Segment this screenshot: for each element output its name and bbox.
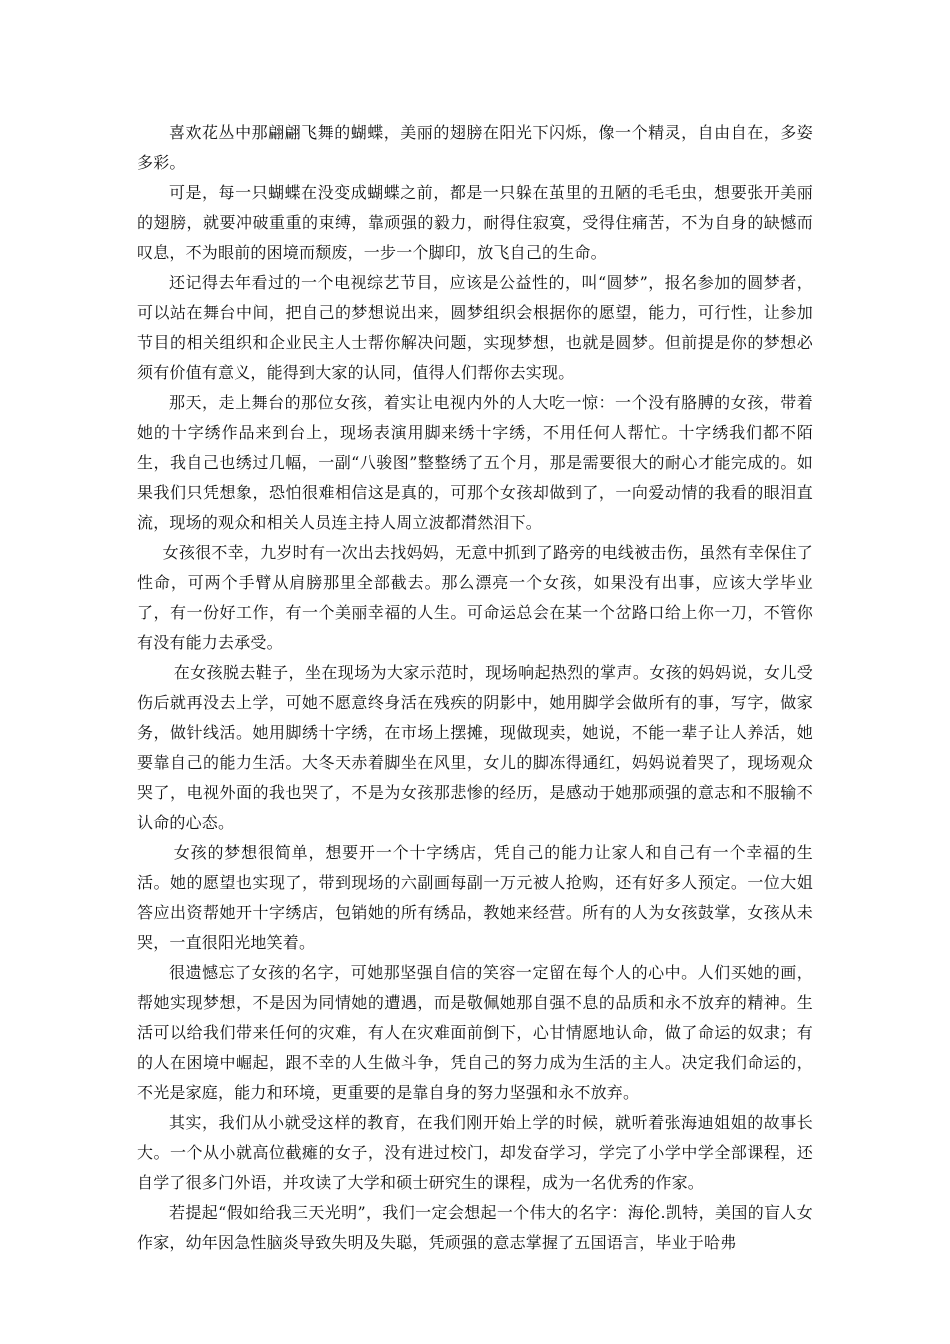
paragraph: 女孩的梦想很简单，想要开一个十字绣店，凭自己的能力让家人和自己有一个幸福的生活。她的愿望也实现了，带到现场的六副画每副一万元被人抢购，还有好多人预定。一位大姐答应出资帮她开十字绣店，包销她的所有绣品，教她来经营。所有的人为女孩鼓掌，女孩从未哭，一直很阳光地笑着。 <box>137 843 813 952</box>
paragraph: 还记得去年看过的一个电视综艺节目，应该是公益性的，叫“圆梦”，报名参加的圆梦者，可以站在舞台中间，把自己的梦想说出来，圆梦组织会根据你的愿望，能力，可行性，让参加节目的相关组织和企业民主人士帮你解决问题，实现梦想，也就是圆梦。但前提是你的梦想必须有价值有意义，能得到大家的认同，值得人们帮你去实现。 <box>137 273 813 382</box>
paragraph: 其实，我们从小就受这样的教育，在我们刚开始上学的时候，就听着张海迪姐姐的故事长大。一个从小就高位截瘫的女子，没有进过校门，却发奋学习，学完了小学中学全部课程，还自学了很多门外语，并攻读了大学和硕士研究生的课程，成为一名优秀的作家。 <box>137 1113 813 1192</box>
document-page <box>137 118 813 1258</box>
paragraph: 喜欢花丛中那翩翩飞舞的蝴蝶，美丽的翅膀在阳光下闪烁，像一个精灵，自由自在，多姿多彩。 <box>137 123 813 172</box>
paragraph: 那天，走上舞台的那位女孩，着实让电视内外的人大吃一惊：一个没有胳膊的女孩，带着她的十字绣作品来到台上，现场表演用脚来绣十字绣，不用任何人帮忙。十字绣我们都不陌生，我自己也绣过几幅，一副“八骏图”整整绣了五个月，那是需要很大的耐心才能完成的。如果我们只凭想象，恐怕很难相信这是真的，可那个女孩却做到了，一向爱动情的我看的眼泪直流，现场的观众和相关人员连主持人周立波都潸然泪下。 <box>137 393 813 532</box>
paragraph: 可是，每一只蝴蝶在没变成蝴蝶之前，都是一只躲在茧里的丑陋的毛毛虫，想要张开美丽的翅膀，就要冲破重重的束缚，靠顽强的毅力，耐得住寂寞，受得住痛苦，不为自身的缺憾而叹息，不为眼前的困境而颓废，一步一个脚印，放飞自己的生命。 <box>137 183 813 262</box>
paragraph: 在女孩脱去鞋子，坐在现场为大家示范时，现场响起热烈的掌声。女孩的妈妈说，女儿受伤后就再没去上学，可她不愿意终身活在残疾的阴影中，她用脚学会做所有的事，写字，做家务，做针线活。她用脚绣十字绣，在市场上摆摊，现做现卖，她说，不能一辈子让人养活，她要靠自己的能力生活。大冬天赤着脚坐在风里，女儿的脚冻得通红，妈妈说着哭了，现场观众哭了，电视外面的我也哭了，不是为女孩那悲惨的经历，是感动于她那顽强的意志和不服输不认命的心态。 <box>137 663 813 832</box>
paragraph: 女孩很不幸，九岁时有一次出去找妈妈，无意中抓到了路旁的电线被击伤，虽然有幸保住了性命，可两个手臂从肩膀那里全部截去。那么漂亮一个女孩，如果没有出事，应该大学毕业了，有一份好工作，有一个美丽幸福的人生。可命运总会在某一个岔路口给上你一刀，不管你有没有能力去承受。 <box>137 543 813 652</box>
paragraph: 很遗憾忘了女孩的名字，可她那坚强自信的笑容一定留在每个人的心中。人们买她的画，帮她实现梦想，不是因为同情她的遭遇，而是敬佩她那自强不息的品质和永不放弃的精神。生活可以给我们带来任何的灾难，有人在灾难面前倒下，心甘情愿地认命，做了命运的奴隶；有的人在困境中崛起，跟不幸的人生做斗争，凭自己的努力成为生活的主人。决定我们命运的，不光是家庭，能力和环境，更重要的是靠自身的努力坚强和永不放弃。 <box>137 963 813 1102</box>
paragraph: 若提起“假如给我三天光明”，我们一定会想起一个伟大的名字：海伦.凯特，美国的盲人女作家，幼年因急性脑炎导致失明及失聪，凭顽强的意志掌握了五国语言，毕业于哈弗 <box>137 1203 813 1252</box>
